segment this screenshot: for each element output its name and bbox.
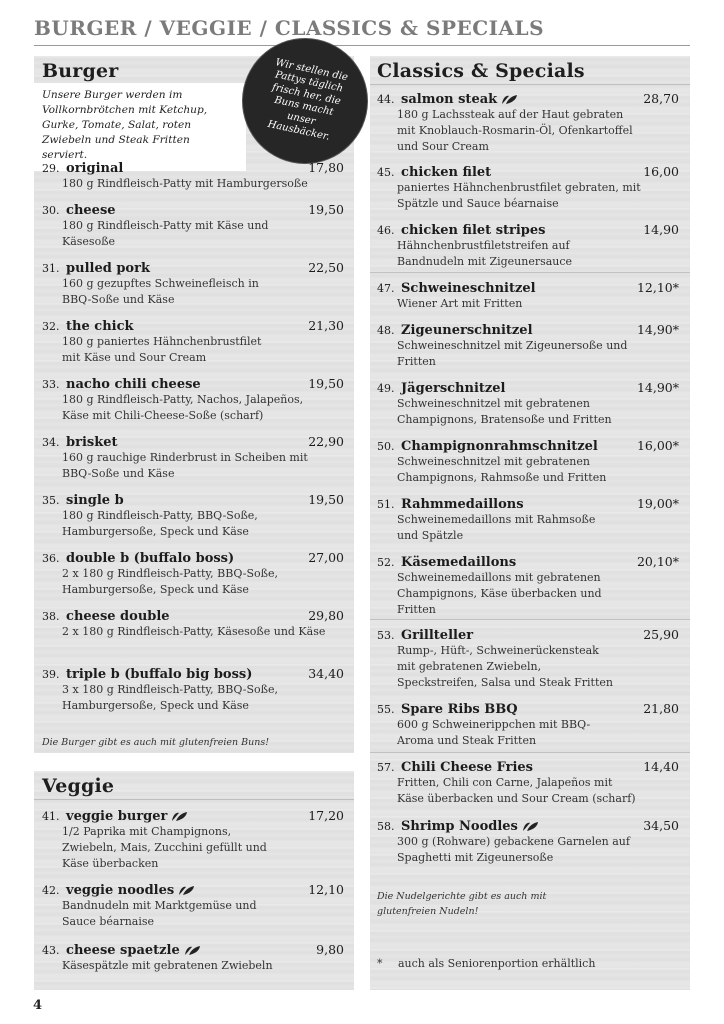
item-price: 19,50: [308, 202, 344, 217]
menu-item: [42, 942, 344, 974]
page-title: BURGER / VEGGIE / CLASSICS & SPECIALS: [34, 16, 545, 40]
item-number: 41.: [42, 810, 60, 823]
item-number: 46.: [377, 224, 395, 237]
item-name: Spare Ribs BBQ: [401, 702, 518, 717]
item-number: 39.: [42, 668, 60, 681]
page-header: [34, 16, 690, 46]
item-number: 32.: [42, 320, 60, 333]
item-name: veggie noodles: [66, 883, 175, 898]
item-price: 16,00: [643, 164, 679, 179]
menu-item: [42, 160, 344, 192]
divider: [370, 619, 690, 620]
item-number: 52.: [377, 556, 395, 569]
item-description: paniertes Hähnchenbrustfilet gebraten, mit Spätzle und Sauce béarnaise: [397, 181, 641, 210]
page-number: 4: [33, 998, 43, 1013]
item-price: 14,90: [643, 222, 679, 237]
item-number: 44.: [377, 93, 395, 106]
burger-intro-box: [34, 83, 246, 171]
item-description: 3 x 180 g Rindfleisch-Patty, BBQ-Soße, Hamburgersoße, Speck und Käse: [62, 683, 278, 712]
item-number: 47.: [377, 282, 395, 295]
item-price: 17,80: [308, 160, 344, 175]
item-price: 22,90: [308, 434, 344, 449]
item-number: 50.: [377, 440, 395, 453]
item-number: 49.: [377, 382, 395, 395]
menu-item: [377, 222, 679, 270]
section-title-burger: Burger: [42, 60, 119, 82]
menu-item: [377, 380, 679, 428]
item-price: 9,80: [316, 942, 344, 957]
item-description: 300 g (Rohware) gebackene Garnelen auf Spaghetti mit Zigeunersoße: [397, 835, 630, 864]
classics-section: [370, 56, 690, 990]
section-title-veggie: Veggie: [42, 775, 115, 797]
item-name: brisket: [66, 435, 118, 450]
item-price: 14,40: [643, 759, 679, 774]
menu-item: [42, 260, 344, 308]
menu-item: [42, 882, 344, 930]
item-number: 29.: [42, 162, 60, 175]
item-description: Rump-, Hüft-, Schweinerückensteak mit gebratenen Zwiebeln, Speckstreifen, Salsa und Steak Fritten: [397, 644, 613, 689]
menu-item: [42, 318, 344, 366]
menu-item: [42, 434, 344, 482]
menu-item: [377, 280, 679, 312]
item-price: 21,80: [643, 701, 679, 716]
item-price: 27,00: [308, 550, 344, 565]
item-name: cheese double: [66, 609, 170, 624]
item-description: 2 x 180 g Rindfleisch-Patty, Käsesoße und Käse: [62, 625, 326, 638]
divider: [370, 752, 690, 753]
menu-item: [377, 554, 679, 618]
divider: [370, 84, 690, 85]
item-description: Käsespätzle mit gebratenen Zwiebeln: [62, 959, 273, 972]
item-number: 35.: [42, 494, 60, 507]
item-description: 1/2 Paprika mit Champignons, Zwiebeln, Mais, Zucchini gefüllt und Käse überbacken: [62, 825, 267, 870]
item-description: 180 g Lachssteak auf der Haut gebraten mit Knoblauch-Rosmarin-Öl, Ofenkartoffel und Sour Cream: [397, 108, 633, 153]
item-price: 16,00*: [636, 438, 679, 453]
item-price: 29,80: [308, 608, 344, 623]
item-description: Schweinemedaillons mit gebratenen Champignons, Käse überbacken und Fritten: [397, 571, 602, 616]
item-description: 180 g paniertes Hähnchenbrustfilet mit Käse und Sour Cream: [62, 335, 262, 364]
item-description: Wiener Art mit Fritten: [397, 297, 523, 310]
item-number: 48.: [377, 324, 395, 337]
item-description: Bandnudeln mit Marktgemüse und Sauce béarnaise: [62, 899, 257, 928]
item-name: Shrimp Noodles: [401, 819, 518, 834]
item-price: 12,10*: [636, 280, 679, 295]
item-description: 180 g Rindfleisch-Patty, BBQ-Soße, Hamburgersoße, Speck und Käse: [62, 509, 258, 538]
item-name: single b: [66, 493, 124, 508]
item-price: 19,50: [308, 492, 344, 507]
item-price: 17,20: [308, 808, 344, 823]
item-price: 34,50: [643, 818, 679, 833]
item-number: 51.: [377, 498, 395, 511]
menu-item: [377, 818, 679, 866]
item-name: double b (buffalo boss): [66, 551, 235, 566]
menu-item: [42, 492, 344, 540]
item-name: Käsemedaillons: [401, 555, 517, 570]
menu-item: [42, 608, 344, 640]
item-number: 55.: [377, 703, 395, 716]
divider: [370, 272, 690, 273]
item-name: Champignonrahmschnitzel: [401, 439, 598, 454]
item-description: 180 g Rindfleisch-Patty mit Käse und Käsesoße: [62, 219, 269, 248]
item-number: 38.: [42, 610, 60, 623]
item-number: 36.: [42, 552, 60, 565]
item-description: Hähnchenbrustfiletstreifen auf Bandnudeln mit Zigeunersauce: [397, 239, 573, 268]
item-description: Fritten, Chili con Carne, Jalapeños mit Käse überbacken und Sour Cream (scharf): [397, 776, 636, 805]
leaf-icon: [184, 945, 201, 956]
item-description: Schweineschnitzel mit gebratenen Champignons, Rahmsoße und Fritten: [397, 455, 607, 484]
item-number: 45.: [377, 166, 395, 179]
menu-item: [42, 376, 344, 424]
menu-item: [377, 496, 679, 544]
item-name: nacho chili cheese: [66, 377, 201, 392]
veggie-section: [34, 771, 354, 990]
item-number: 58.: [377, 820, 395, 833]
item-price: 19,50: [308, 376, 344, 391]
item-name: Schweineschnitzel: [401, 281, 536, 296]
item-description: Schweinemedaillons mit Rahmsoße und Spätzle: [397, 513, 596, 542]
item-name: chicken filet stripes: [401, 223, 546, 238]
item-price: 20,10*: [636, 554, 679, 569]
item-name: cheese: [66, 203, 116, 218]
item-price: 19,00*: [636, 496, 679, 511]
menu-item: [377, 164, 679, 212]
menu-item: [377, 91, 679, 155]
item-price: 22,50: [308, 260, 344, 275]
item-number: 57.: [377, 761, 395, 774]
item-name: Chili Cheese Fries: [401, 760, 534, 775]
pattys-badge: [235, 31, 375, 171]
item-description: 2 x 180 g Rindfleisch-Patty, BBQ-Soße, Hamburgersoße, Speck und Käse: [62, 567, 278, 596]
item-name: pulled pork: [66, 261, 150, 276]
item-number: 30.: [42, 204, 60, 217]
item-number: 53.: [377, 629, 395, 642]
leaf-icon: [522, 821, 539, 832]
item-name: triple b (buffalo big boss): [66, 667, 253, 682]
item-name: veggie burger: [66, 809, 168, 824]
item-description: 600 g Schweinerippchen mit BBQ-Aroma und Steak Fritten: [397, 718, 591, 747]
item-name: salmon steak: [401, 92, 498, 107]
item-name: chicken filet: [401, 165, 492, 180]
item-name: the chick: [66, 319, 134, 334]
item-name: Jägerschnitzel: [401, 381, 506, 396]
footnote-text: auch als Seniorenportion erhältlich: [398, 957, 596, 970]
menu-item: [42, 550, 344, 598]
item-name: cheese spaetzle: [66, 943, 180, 958]
item-price: 21,30: [308, 318, 344, 333]
section-title-classics: Classics & Specials: [377, 60, 585, 82]
item-number: 43.: [42, 944, 60, 957]
item-price: 34,40: [308, 666, 344, 681]
menu-item: [42, 666, 344, 714]
divider: [34, 799, 354, 800]
item-name: original: [66, 161, 124, 176]
item-name: Rahmmedaillons: [401, 497, 524, 512]
leaf-icon: [501, 94, 518, 105]
burger-note: Die Burger gibt es auch mit glutenfreien Buns!: [42, 737, 270, 748]
badge-text: Wir stellen die Pattys täglich frisch her, die Buns macht unser Hausbäcker.: [266, 56, 349, 143]
menu-item: [377, 701, 679, 749]
item-name: Zigeunerschnitzel: [401, 323, 533, 338]
item-description: 160 g gezupftes Schweinefleisch in BBQ-Soße und Käse: [62, 277, 259, 306]
menu-item: [377, 322, 679, 370]
item-description: Schweineschnitzel mit gebratenen Champignons, Bratensoße und Fritten: [397, 397, 612, 426]
item-number: 42.: [42, 884, 60, 897]
item-name: Grillteller: [401, 628, 474, 643]
item-description: 180 g Rindfleisch-Patty mit Hamburgersoße: [62, 177, 308, 190]
burger-section: [34, 56, 354, 753]
item-number: 34.: [42, 436, 60, 449]
item-description: 160 g rauchige Rinderbrust in Scheiben mit BBQ-Soße und Käse: [62, 451, 308, 480]
pasta-note: Die Nudelgerichte gibt es auch mit glutenfreien Nudeln!: [377, 891, 547, 917]
menu-item: [377, 627, 679, 691]
item-description: Schweineschnitzel mit Zigeunersoße und Fritten: [397, 339, 628, 368]
item-price: 14,90*: [636, 380, 679, 395]
leaf-icon: [178, 885, 195, 896]
burger-intro-text: Unsere Burger werden im Vollkornbrötchen mit Ketchup, Gurke, Tomate, Salat, roten Zwiebeln und Steak Fritten serviert.: [42, 89, 208, 161]
item-description: 180 g Rindfleisch-Patty, Nachos, Jalapeños, Käse mit Chili-Cheese-Soße (scharf): [62, 393, 304, 422]
leaf-icon: [171, 811, 188, 822]
menu-item: [42, 202, 344, 250]
menu-item: [377, 759, 679, 807]
menu-item: [42, 808, 344, 872]
menu-item: [377, 438, 679, 486]
item-price: 28,70: [643, 91, 679, 106]
item-number: 33.: [42, 378, 60, 391]
item-price: 25,90: [643, 627, 679, 642]
item-price: 12,10: [308, 882, 344, 897]
item-number: 31.: [42, 262, 60, 275]
footnote: [377, 957, 595, 970]
footnote-mark: *: [377, 957, 383, 970]
item-price: 14,90*: [636, 322, 679, 337]
